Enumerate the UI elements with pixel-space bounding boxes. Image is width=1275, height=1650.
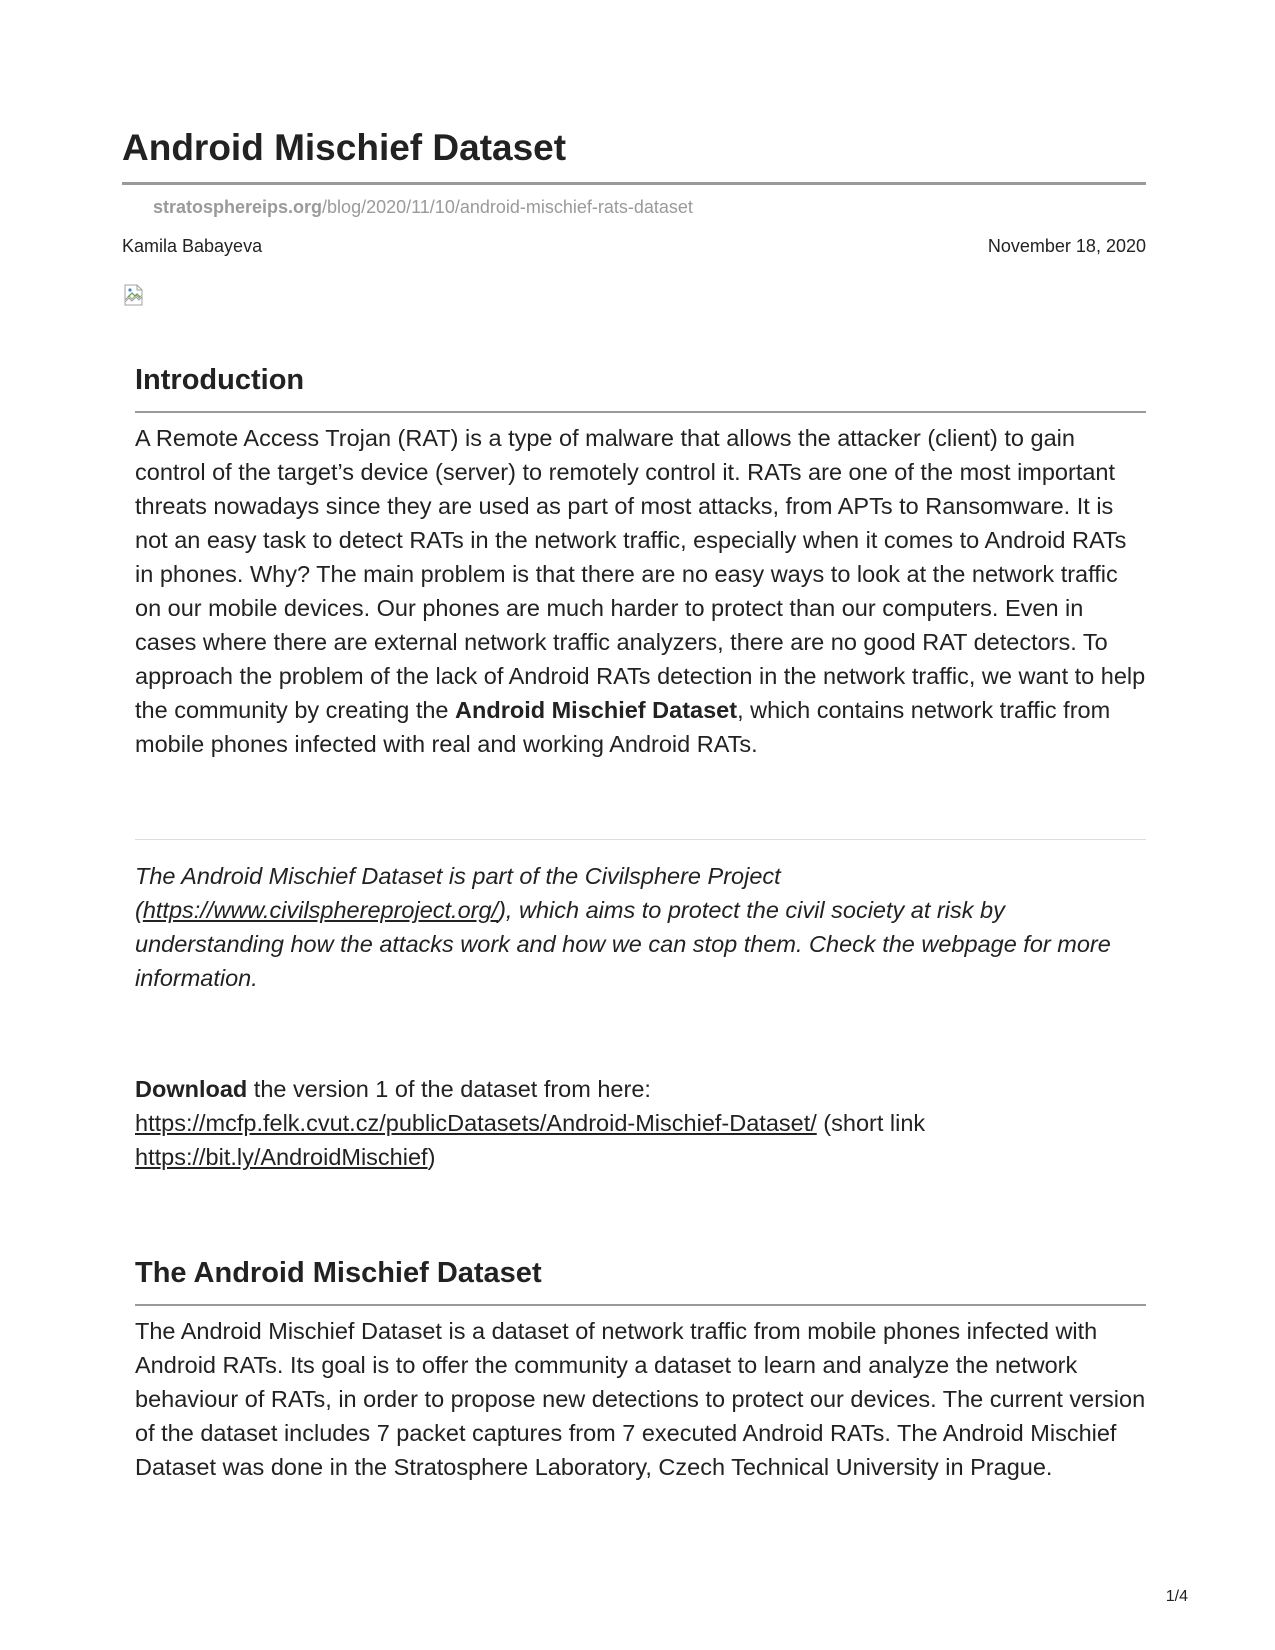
short-link-prefix: (short link xyxy=(816,1110,926,1136)
civilsphere-note xyxy=(135,859,1146,995)
introduction-heading: Introduction xyxy=(135,364,305,396)
author-name: Kamila Babayeva xyxy=(122,236,263,256)
section-divider xyxy=(135,839,1146,840)
note-text-end: ), which aims to protect the civil society at risk by understanding how the attacks work and how we can stop them. Check the webpage for more information. xyxy=(135,897,1111,991)
dataset-download-link[interactable]: https://mcfp.felk.cvut.cz/publicDatasets/Android-Mischief-Dataset/ xyxy=(135,1110,817,1136)
page-number: 1/4 xyxy=(1165,1588,1188,1605)
publish-date: November 18, 2020 xyxy=(987,236,1146,256)
download-text: the version 1 of the dataset from here: xyxy=(247,1076,651,1102)
introduction-paragraph xyxy=(135,421,1146,761)
title-divider xyxy=(122,182,1146,185)
dataset-divider xyxy=(135,1304,1146,1306)
page-title: Android Mischief Dataset xyxy=(122,127,567,168)
byline xyxy=(122,234,1146,258)
download-paragraph xyxy=(135,1072,1146,1174)
download-label: Download xyxy=(135,1076,248,1102)
source-path: /blog/2020/11/10/android-mischief-rats-dataset xyxy=(322,197,693,217)
introduction-divider xyxy=(135,411,1146,413)
dataset-paragraph: The Android Mischief Dataset is a dataset of network traffic from mobile phones infected with Android RATs. Its goal is to offer the community a dataset to learn and analyze the network behaviour of RATs, in order to propose new detections to protect our devices. The current version of the dataset includes 7 packet captures from 7 executed Android RATs. The Android Mischief Dataset was done in the Stratosphere Laboratory, Czech Technical University in Prague. xyxy=(135,1318,1146,1480)
introduction-text: A Remote Access Trojan (RAT) is a type of malware that allows the attacker (client) to gain control of the target’s device (server) to remotely control it. RATs are one of the most important threats nowadays since they are used as part of most attacks, from APTs to Ransomware. It is not an easy task to detect RATs in the network traffic, especially when it comes to Android RATs in phones. Why? The main problem is that there are no easy ways to look at the network traffic on our mobile devices. Our phones are much harder to protect than our computers. Even in cases where there are external network traffic analyzers, there are no good RAT detectors. To approach the problem of the lack of Android RATs detection in the network traffic, we want to help the community by creating the xyxy=(135,425,1146,723)
short-link-suffix: ) xyxy=(427,1144,436,1170)
short-download-link[interactable]: https://bit.ly/AndroidMischief xyxy=(135,1144,428,1170)
source-url[interactable] xyxy=(153,195,693,219)
dataset-heading: The Android Mischief Dataset xyxy=(135,1257,542,1289)
broken-image-icon xyxy=(122,283,146,307)
source-domain: stratosphereips.org xyxy=(153,197,323,217)
note-text: The Android Mischief Dataset is part of the Civilsphere Project ( xyxy=(135,863,781,923)
introduction-bold-dataset-name: Android Mischief Dataset xyxy=(455,697,738,723)
introduction-text-end: , which contains network traffic from mobile phones infected with real and working Android RATs. xyxy=(135,697,1111,757)
civilsphere-link[interactable]: https://www.civilsphereproject.org/ xyxy=(142,897,499,923)
